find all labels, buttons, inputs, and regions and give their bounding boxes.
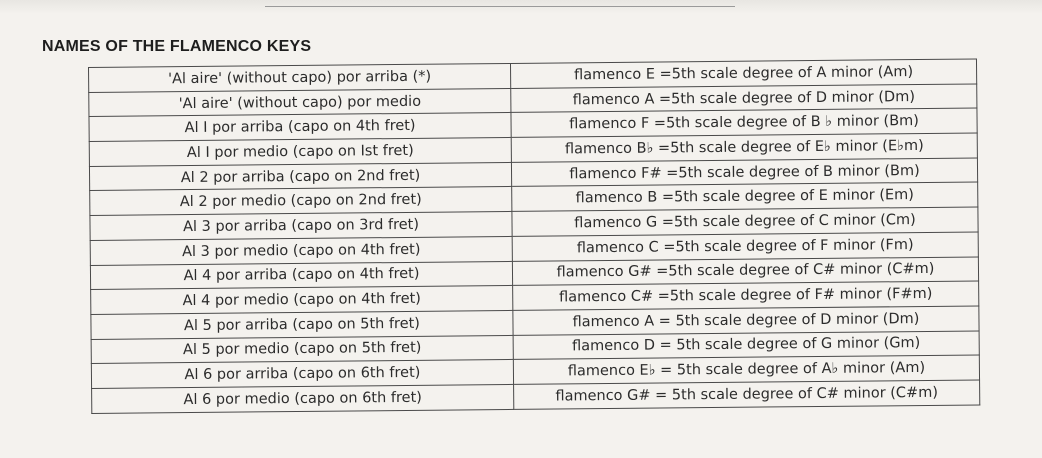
key-name-cell: Al I por medio (capo on Ist fret) [89,138,511,167]
key-description-cell: flamenco B♭ =5th scale degree of E♭ minor (E♭m) [511,133,977,162]
key-name-cell: Al 2 por medio (capo on 2nd fret) [90,187,512,216]
flamenco-keys-table [88,58,980,413]
key-description-cell: flamenco A = 5th scale degree of D minor (Dm) [513,306,979,335]
key-description-cell: flamenco F =5th scale degree of B ♭ minor (Bm) [511,108,977,137]
key-name-cell: Al 3 por medio (capo on 4th fret) [90,236,512,265]
key-description-cell: flamenco G# = 5th scale degree of C# minor (C#m) [514,380,980,409]
key-name-cell: Al 6 por medio (capo on 6th fret) [92,384,514,413]
flamenco-keys-table-body [89,59,980,413]
key-description-cell: flamenco C# =5th scale degree of F# minor (F#m) [513,281,979,310]
key-name-cell: Al I por arriba (capo on 4th fret) [89,113,511,142]
key-name-cell: Al 5 por arriba (capo on 5th fret) [91,310,513,339]
flamenco-keys-table-wrapper [88,58,980,413]
key-description-cell: flamenco E =5th scale degree of A minor (Am) [510,59,976,88]
key-name-cell: Al 4 por arriba (capo on 4th fret) [90,261,512,290]
key-description-cell: flamenco G# =5th scale degree of C# minor (C#m) [512,256,978,285]
key-name-cell: Al 6 por arriba (capo on 6th fret) [91,360,513,389]
key-description-cell: flamenco F# =5th scale degree of B minor (Bm) [511,158,977,187]
key-description-cell: flamenco B =5th scale degree of E minor (Em) [512,182,978,211]
key-name-cell: 'Al aire' (without capo) por arriba (*) [89,63,511,92]
key-name-cell: Al 3 por arriba (capo on 3rd fret) [90,212,512,241]
key-description-cell: flamenco C =5th scale degree of F minor (Fm) [512,232,978,261]
key-description-cell: flamenco E♭ = 5th scale degree of A♭ minor (Am) [513,355,979,384]
section-heading: NAMES OF THE FLAMENCO KEYS [42,38,312,55]
key-description-cell: flamenco D = 5th scale degree of G minor (Gm) [513,331,979,360]
key-name-cell: 'Al aire' (without capo) por medio [89,88,511,117]
key-description-cell: flamenco G =5th scale degree of C minor (Cm) [512,207,978,236]
key-name-cell: Al 4 por medio (capo on 4th fret) [91,286,513,315]
key-description-cell: flamenco A =5th scale degree of D minor (Dm) [511,84,977,113]
key-name-cell: Al 2 por arriba (capo on 2nd fret) [89,162,511,191]
key-name-cell: Al 5 por medio (capo on 5th fret) [91,335,513,364]
